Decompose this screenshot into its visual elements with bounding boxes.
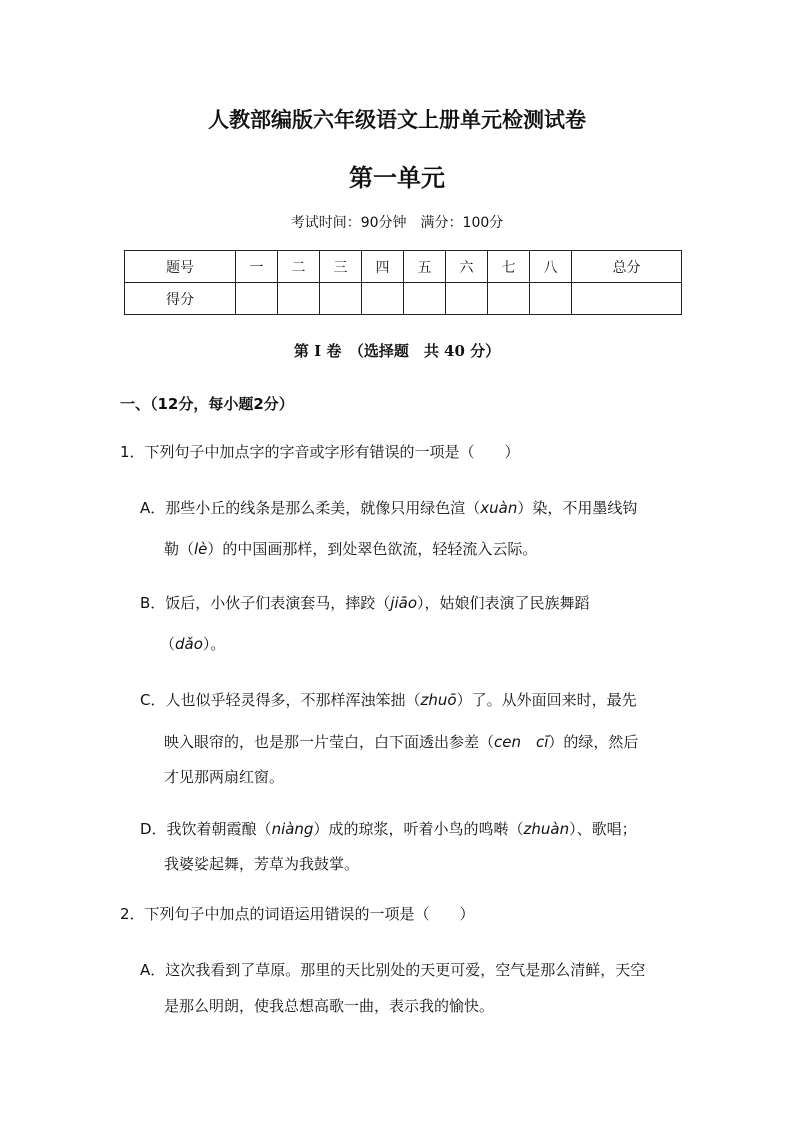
- question-2-stem: 2．下列句子中加点的词语运用错误的一项是（ ）: [120, 905, 475, 923]
- q1-option-d-line2: 我婆娑起舞，芳草为我鼓掌。: [164, 855, 360, 873]
- section-heading: 一、（12分，每小题2分）: [120, 395, 294, 413]
- score-entry-cell[interactable]: [446, 283, 488, 315]
- score-table-cell: 七: [488, 251, 530, 283]
- option-text: （: [160, 635, 176, 653]
- q1-option-a-line1[interactable]: [140, 497, 637, 518]
- option-text: B．饭后，小伙子们表演套马，摔跤（: [140, 594, 391, 612]
- pinyin: jiāo: [390, 594, 418, 612]
- q1-option-c-line1[interactable]: [140, 689, 637, 710]
- exam-info: 考试时间：90分钟 满分：100分: [290, 215, 504, 231]
- volume-title: 第 I 卷 （选择题 共 40 分）: [293, 342, 501, 360]
- q2-option-a-line1[interactable]: A．这次我看到了草原。那里的天比别处的天更可爱，空气是那么清鲜，天空: [140, 961, 646, 979]
- score-entry-cell[interactable]: [530, 283, 572, 315]
- score-table: [124, 250, 682, 315]
- score-table-cell: 二: [278, 251, 320, 283]
- unit-title: 第一单元: [349, 163, 445, 192]
- score-table-cell: 一: [236, 251, 278, 283]
- option-text: ）。: [202, 635, 226, 653]
- q2-option-a-line2: 是那么明朗，使我总想高歌一曲，表示我的愉快。: [164, 997, 495, 1015]
- pinyin: lè: [194, 540, 208, 558]
- option-text: ），姑娘们表演了民族舞蹈: [417, 594, 590, 612]
- question-1-stem: 1．下列句子中加点字的字音或字形有错误的一项是（ ）: [120, 443, 520, 461]
- score-entry-cell[interactable]: [404, 283, 446, 315]
- option-text: C．人也似乎轻灵得多，不那样浑浊笨拙（: [140, 691, 421, 709]
- option-text: ）的中国画那样，到处翠色欲流，轻轻流入云际。: [207, 540, 538, 558]
- pinyin: zhuō: [420, 691, 457, 709]
- q1-option-b-line2: [160, 633, 225, 654]
- score-table-cell: 得分: [125, 283, 236, 315]
- score-table-cell: 八: [530, 251, 572, 283]
- score-entry-cell[interactable]: [320, 283, 362, 315]
- q1-option-d-line1[interactable]: [140, 818, 637, 839]
- q1-option-c-line2: [164, 731, 638, 752]
- option-text: ）、歌唱；: [569, 820, 637, 838]
- option-text: ）了。从外面回来时，最先: [456, 691, 637, 709]
- option-text: 勒（: [164, 540, 195, 558]
- option-text: ）染，不用墨线钩: [517, 499, 638, 517]
- pinyin: dǎo: [175, 635, 203, 653]
- score-entry-cell[interactable]: [488, 283, 530, 315]
- score-table-score-row: [125, 283, 682, 315]
- total-score-cell[interactable]: [572, 283, 682, 315]
- score-table-header-row: [125, 251, 682, 283]
- pinyin: niàng: [271, 820, 314, 838]
- score-entry-cell[interactable]: [236, 283, 278, 315]
- score-table-cell: 六: [446, 251, 488, 283]
- score-table-cell: 题号: [125, 251, 236, 283]
- score-table-cell: 总分: [572, 251, 682, 283]
- option-text: 映入眼帘的，也是那一片莹白，白下面透出参差（: [164, 733, 495, 751]
- option-text: ）成的琼浆，听着小鸟的鸣啭（: [313, 820, 524, 838]
- pinyin: zhuàn: [523, 820, 570, 838]
- option-text: D．我饮着朝霞酿（: [140, 820, 272, 838]
- score-entry-cell[interactable]: [278, 283, 320, 315]
- score-table-cell: 四: [362, 251, 404, 283]
- q1-option-a-line2: [164, 538, 537, 559]
- q1-option-b-line1[interactable]: [140, 592, 590, 613]
- option-text: A．那些小丘的线条是那么柔美，就像只用绿色渲（: [140, 499, 481, 517]
- pinyin: xuàn: [480, 499, 518, 517]
- pinyin: cen cī: [494, 733, 549, 751]
- score-entry-cell[interactable]: [362, 283, 404, 315]
- score-table-cell: 五: [404, 251, 446, 283]
- option-text: ）的绿，然后: [548, 733, 639, 751]
- score-table-cell: 三: [320, 251, 362, 283]
- paper-title: 人教部编版六年级语文上册单元检测试卷: [208, 107, 586, 132]
- q1-option-c-line3: 才见那两扇红窗。: [164, 768, 285, 786]
